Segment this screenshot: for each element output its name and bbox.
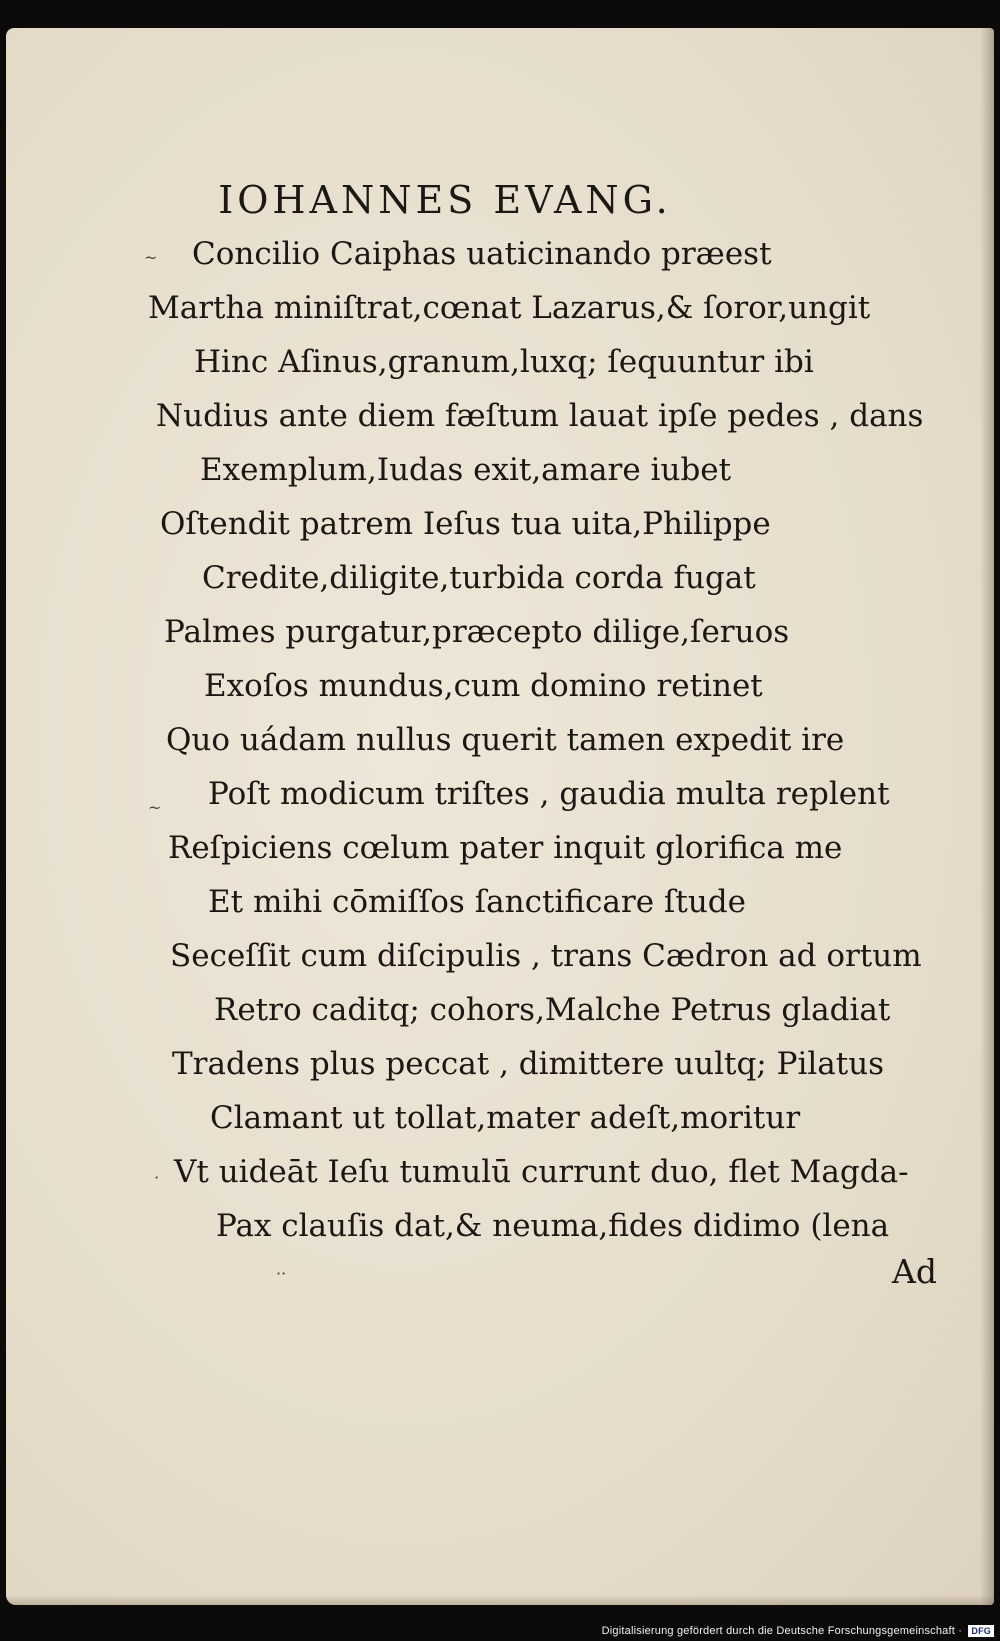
verse-line: Credite,diligite,turbida corda fugat (202, 560, 756, 596)
verse-line: Seceſſit cum diſcipulis , trans Cædron ad ortum (170, 938, 922, 974)
page-bottom-shadow (6, 1595, 994, 1605)
verse-line: Oſtendit patrem Ieſus tua uita,Philippe (160, 506, 771, 542)
verse-line: Concilio Caiphas uaticinando præest (192, 236, 772, 272)
verse-line: Martha miniſtrat,cœnat Lazarus,& ſoror,ungit (148, 290, 871, 326)
verse-line: Hinc Aſinus,granum,luxq; ſequuntur ibi (194, 344, 814, 380)
verse-line: Tradens plus peccat , dimittere uultq; Pilatus (172, 1046, 885, 1082)
verse-line: Clamant ut tollat,mater adeſt,moritur (210, 1100, 801, 1136)
ink-speck: · (154, 1168, 160, 1187)
verse-line: Nudius ante diem fæſtum lauat ipſe pedes , dans (156, 398, 924, 434)
running-heading: IOHANNES EVANG. (218, 178, 672, 222)
page-edge-shadow (980, 28, 994, 1605)
ink-speck: ~ (148, 798, 162, 817)
verse-line: Palmes purgatur,præcepto dilige,ſeruos (164, 614, 790, 650)
verse-line: Et mihi cōmiſſos ſanctificare ſtude (208, 884, 746, 920)
ink-speck: ~ (144, 248, 158, 267)
ink-speck: ·· (276, 1264, 287, 1283)
digitization-credit (602, 1625, 994, 1637)
dfg-logo: DFG (968, 1625, 994, 1637)
verse-line: Quo uádam nullus querit tamen expedit ire (166, 722, 845, 758)
verse-line: Vt uideāt Ieſu tumulū currunt duo, flet Magda- (174, 1154, 909, 1190)
verse-line: Reſpiciens cœlum pater inquit glorifica me (168, 830, 843, 866)
verse-line: Exemplum,Iudas exit,amare iubet (200, 452, 732, 488)
verse-line: Poſt modicum triſtes , gaudia multa replent (208, 776, 890, 812)
credit-text: Digitalisierung gefördert durch die Deutsche Forschungsgemeinschaft · (601, 1624, 963, 1637)
verse-line: Pax clauſis dat,& neuma,fides didimo (lena (216, 1208, 890, 1244)
verse-line: Exoſos mundus,cum domino retinet (204, 668, 763, 704)
catchword: Ad (892, 1252, 937, 1291)
verse-line: Retro caditq; cohors,Malche Petrus gladiat (214, 992, 891, 1028)
book-page (6, 28, 994, 1605)
